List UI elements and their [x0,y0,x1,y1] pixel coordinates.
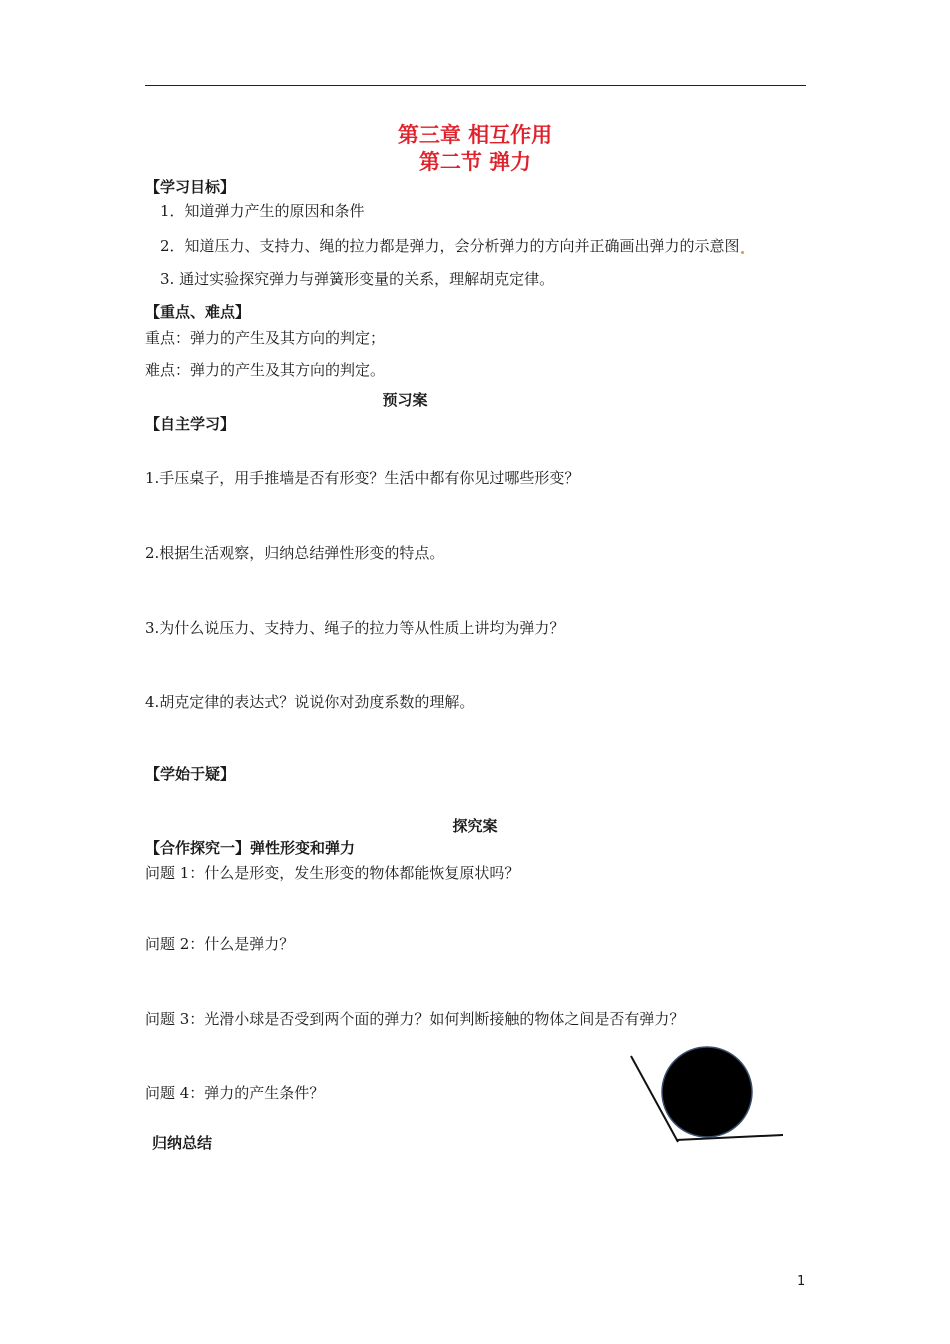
objectives-heading: 【学习目标】 [145,178,236,196]
explore-problem-3: 问题 3：光滑小球是否受到两个面的弹力？如何判断接触的物体之间是否有弹力？ [145,1010,685,1028]
chapter-title: 第三章 相互作用 [397,123,553,147]
horizontal-surface [676,1135,783,1140]
objective-2: 2．知道压力、支持力、绳的拉力都是弹力，会分析弹力的方向并正确画出弹力的示意图 [160,236,744,256]
explore-problem-4: 问题 4：弹力的产生条件？ [145,1084,325,1102]
preview-question-3: 3.为什么说压力、支持力、绳子的拉力等从性质上讲均为弹力？ [145,619,565,637]
objective-3: 3. 通过实验探究弹力与弹簧形变量的关系，理解胡克定律。 [160,270,555,288]
smooth-ball [662,1047,752,1137]
preview-question-4: 4.胡克定律的表达式？说说你对劲度系数的理解。 [145,693,475,711]
difficult-point: 难点：弹力的产生及其方向的判定。 [145,361,386,379]
doubt-heading: 【学始于疑】 [145,765,236,783]
header-rule [145,85,806,86]
explore-title: 探究案 [452,817,498,835]
ball-between-surfaces-figure [626,1046,786,1146]
preview-question-2: 2.根据生活观察，归纳总结弹性形变的特点。 [145,544,445,562]
explore-heading: 【合作探究一】弹性形变和弹力 [145,839,356,857]
key-point: 重点：弹力的产生及其方向的判定； [145,329,386,347]
preview-question-1: 1.手压桌子，用手推墙是否有形变？生活中都有你见过哪些形变？ [145,469,580,487]
objective-1: 1．知道弹力产生的原因和条件 [160,202,365,220]
page-number: 1 [797,1274,806,1289]
explore-problem-2: 问题 2：什么是弹力？ [145,935,295,953]
explore-problem-1: 问题 1：什么是形变，发生形变的物体都能恢复原状吗？ [145,864,520,882]
section-title: 第二节 弹力 [418,150,532,174]
keypoints-heading: 【重点、难点】 [145,303,251,321]
self-study-heading: 【自主学习】 [145,415,236,433]
summary-heading: 归纳总结 [152,1134,213,1152]
preview-title: 预习案 [382,391,428,409]
